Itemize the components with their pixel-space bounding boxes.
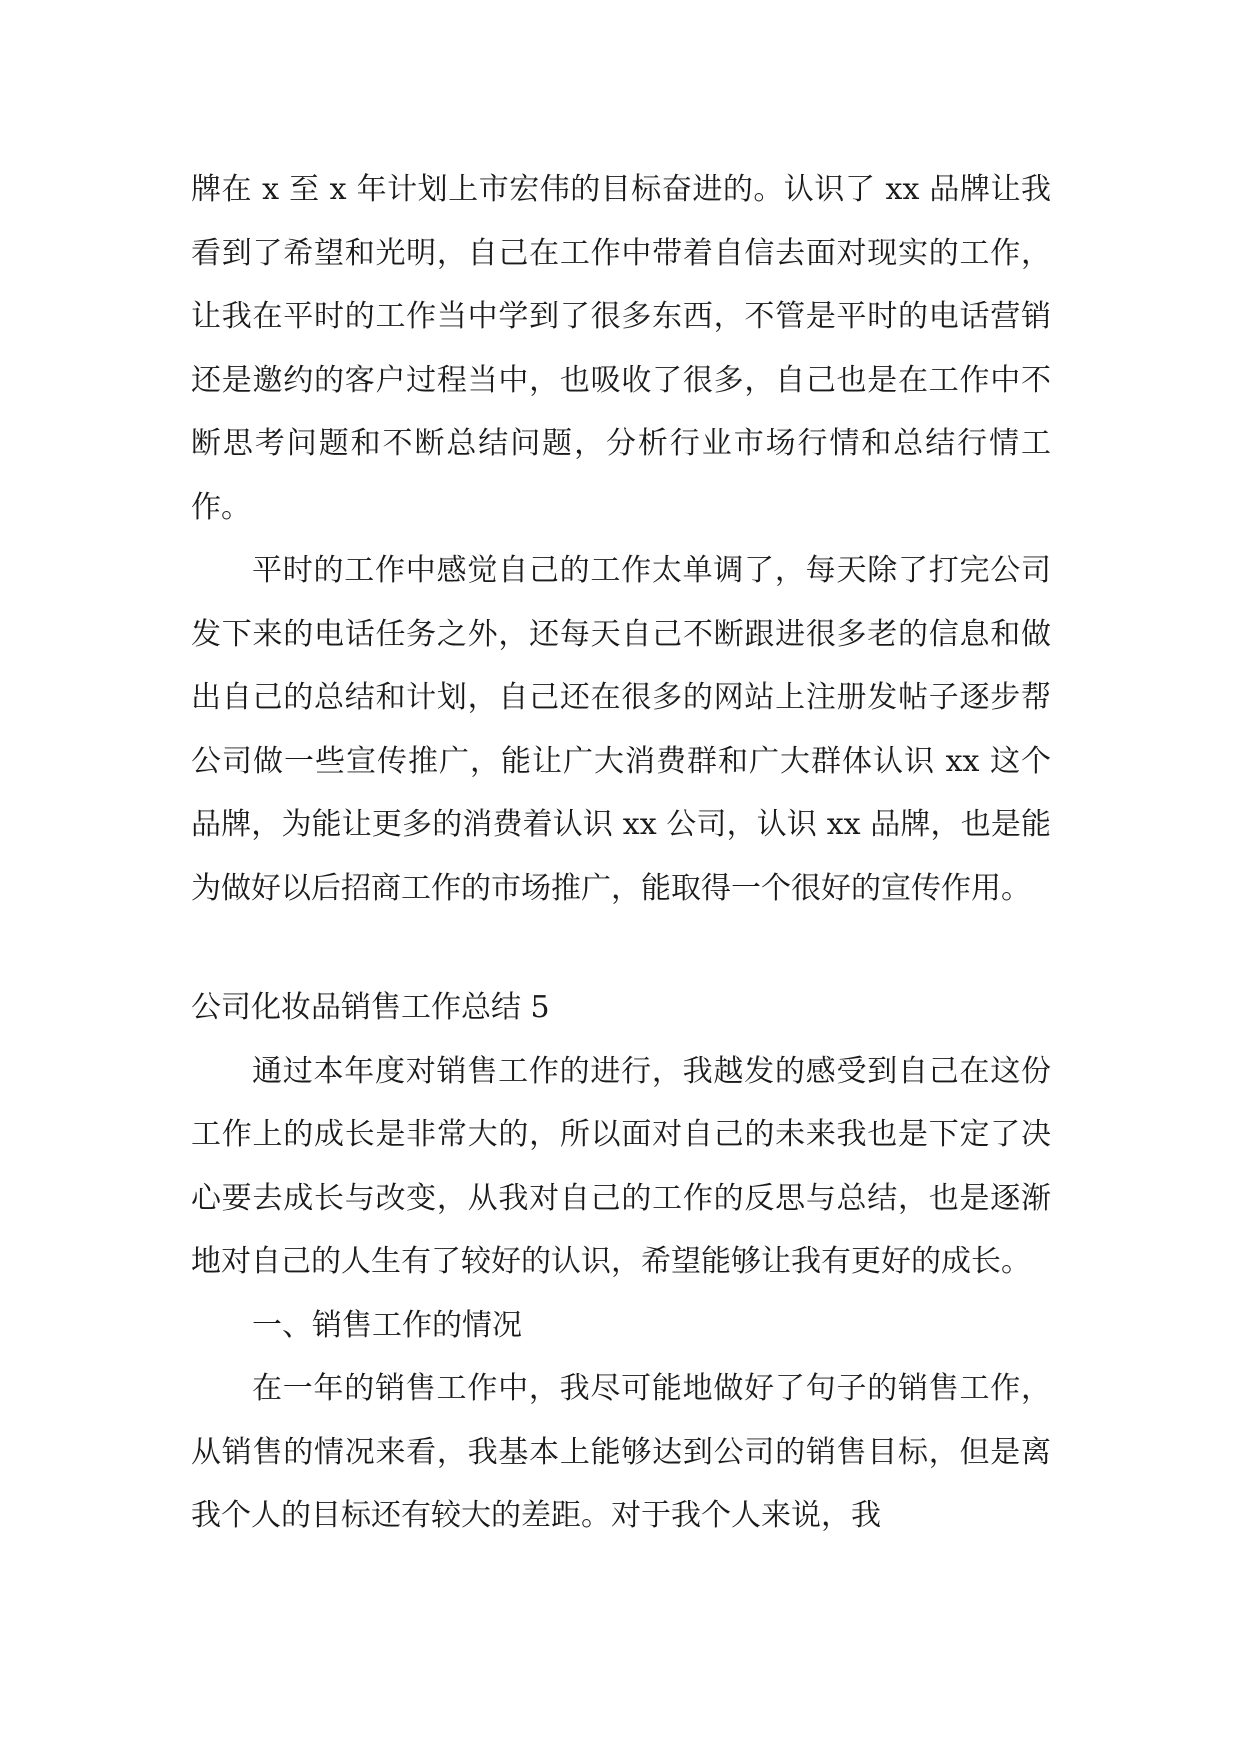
paragraph-sales-details: 在一年的销售工作中，我尽可能地做好了句子的销售工作，从销售的情况来看，我基本上能够达到公司的销售目标，但是离我个人的目标还有较大的差距。对于我个人来说，我 bbox=[191, 1371, 1051, 1533]
paragraph-work-routine: 平时的工作中感觉自己的工作太单调了，每天除了打完公司发下来的电话任务之外，还每天自己不断跟进很多老的信息和做出自己的总结和计划，自己还在很多的网站上注册发帖子逐步帮公司做一些宣传推广，能让广大消费群和广大群体认识 xx 这个品牌，为能让更多的消费着认识 xx 公司，认识 xx 品牌，也是能为做好以后招商工作的市场推广，能取得一个很好的宣传作用。 bbox=[191, 553, 1051, 906]
section-title: 公司化妆品销售工作总结 5 bbox=[191, 990, 550, 1025]
paragraph-continuation: 牌在 x 至 x 年计划上市宏伟的目标奋进的。认识了 xx 品牌让我看到了希望和光明，自己在工作中带着自信去面对现实的工作，让我在平时的工作当中学到了很多东西，不管是平时的电话营销还是邀约的客户过程当中，也吸收了很多，自己也是在工作中不断思考问题和不断总结问题，分析行业市场行情和总结行情工作。 bbox=[191, 172, 1051, 525]
document-body bbox=[191, 158, 1051, 1548]
paragraph-annual-review: 通过本年度对销售工作的进行，我越发的感受到自己在这份工作上的成长是非常大的，所以面对自己的未来我也是下定了决心要去成长与改变，从我对自己的工作的反思与总结，也是逐渐地对自己的人生有了较好的认识，希望能够让我有更好的成长。 bbox=[191, 1053, 1051, 1279]
subheading-sales-situation: 一、销售工作的情况 bbox=[252, 1307, 522, 1343]
